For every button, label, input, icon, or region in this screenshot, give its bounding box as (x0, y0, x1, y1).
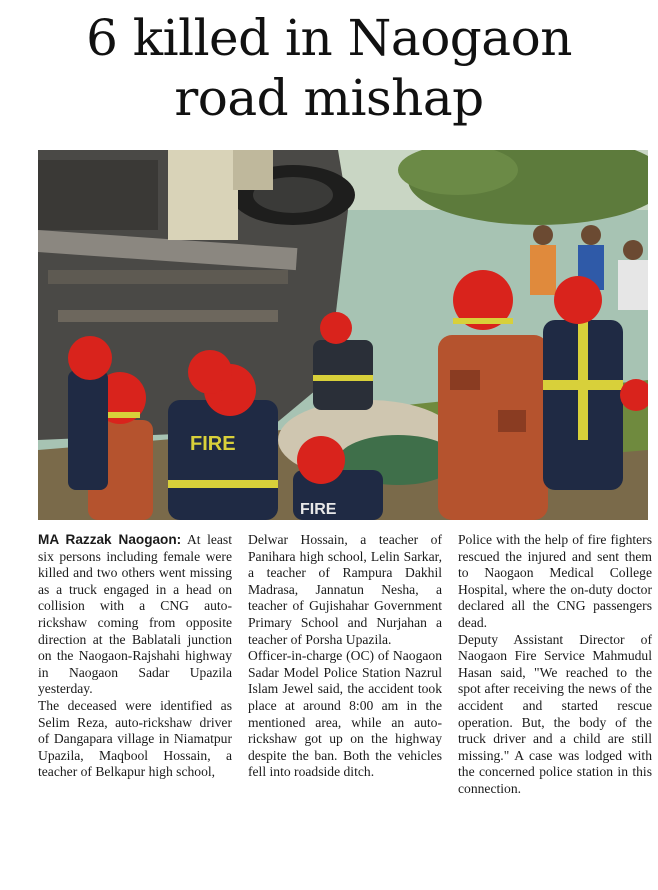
article-column-1 (38, 532, 232, 781)
news-photo (38, 150, 648, 520)
vest-label-fire-2: FIRE (300, 501, 337, 518)
rescue-scene-illustration (38, 150, 648, 520)
paragraph-1-text: At least six persons including female were killed and two others went missing as a truck engaged in a head on collision with a CNG auto-rickshaw coming from opposite direction at the Bablatali junction on the Naogaon-Rajshahi highway in Naogaon Sadar Upazila yesterday. (38, 532, 232, 697)
article-paragraph-3-part-2: Police with the help of fire fighters rescued the injured and sent them to Naogaon Medical College Hospital, where the on-duty doctor declared all the CNG passengers dead. (458, 532, 652, 630)
article-column-3 (458, 532, 652, 798)
article-paragraph-1 (38, 532, 232, 698)
article-paragraph-2-part-2: Delwar Hossain, a teacher of Panihara high school, Lelin Sarkar, a teacher of Rampura Dakhil Madrasa, Jannatun Nesha, a teacher of Gujishahar Government Primary School and Nurjahan a teacher of Porsha Upazila. (248, 532, 442, 647)
headline (0, 8, 658, 128)
article-paragraph-3-part-1: Officer-in-charge (OC) of Naogaon Sadar Model Police Station Nazrul Islam Jewel said, the accident took place at around 8:00 am in the mentioned area, while an auto-rickshaw got up on the highway despite the ban. Both the vehicles fell into roadside ditch. (248, 648, 442, 780)
article-body (38, 532, 650, 882)
article-column-2 (248, 532, 442, 781)
headline-line-2: road mishap (174, 69, 484, 127)
headline-line-1: 6 killed in Naogaon (86, 9, 572, 67)
article-paragraph-4: Deputy Assistant Director of Naogaon Fire Service Mahmudul Hasan said, "We reached to the spot after receiving the news of the accident and started rescue operation. But, the body of the truck driver and a child are still missing." A case was lodged with the concerned police station in this connection. (458, 631, 652, 796)
article-paragraph-2-part-1: The deceased were identified as Selim Reza, auto-rickshaw driver of Dangapara village in Niamatpur Upazila, Maqbool Hossain, a teacher of Belkapur high school, (38, 697, 232, 780)
byline: MA Razzak Naogaon: (38, 532, 182, 547)
vest-label-fire-1: FIRE (190, 433, 236, 455)
